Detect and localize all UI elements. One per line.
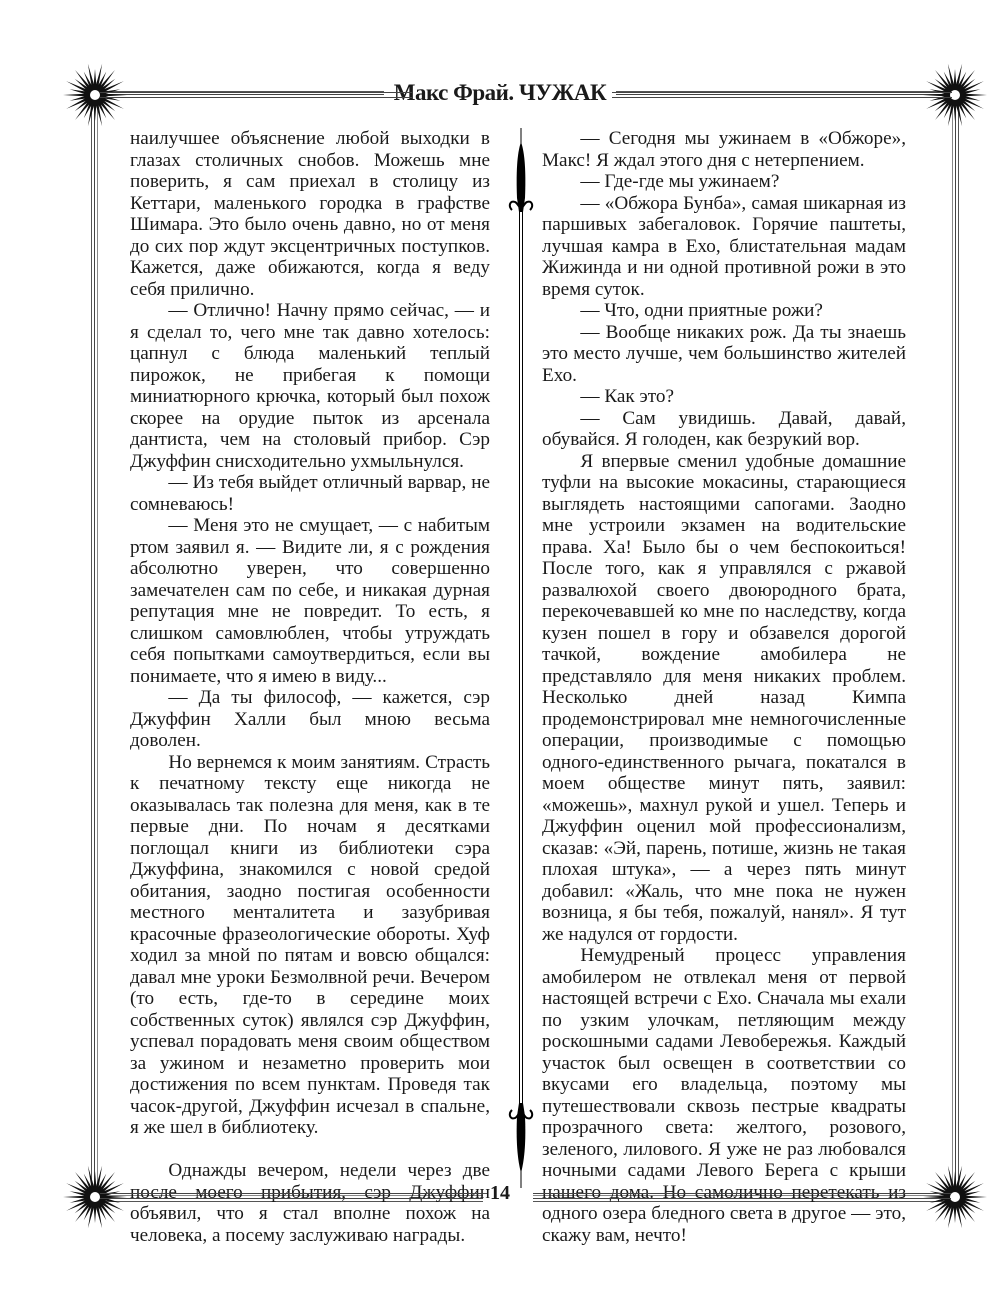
quill-divider-icon [506, 128, 536, 1188]
paragraph: — Сам увидишь. Давай, давай, обувайся. Я голоден, как безрукий вор. [542, 407, 906, 450]
rule-line [533, 1193, 951, 1199]
paragraph: Однажды вечером, недели через две после моего прибытия, сэр Джуффин объявил, что я стал вполне похож на человека, а посему заслуживаю награды. [130, 1160, 490, 1246]
paragraph: Немудреный процесс управления амобилером не отвлекал меня от первой настоящей встречи с Ехо. Сначала мы ехали по узким улочкам, петляющим между роскошными садами Левобережья. Каждый участок был освещен в соответствии со вкусами его владельца, поэтому мы путешествовали сквозь пестрые квадраты прозрачного света: желтого, розового, зеленого, лилового. Я уже не раз любовался ночными садами Левого Берега с крыши нашего дома. Но самолично перетекать из одного озера бледного света в другое — это, скажу вам, нечто! [542, 945, 906, 1246]
paragraph: — Меня это не смущает, — с набитым ртом заявил я. — Видите ли, я с рождения абсолютно уверен, что совершенно замечателен сам по себе, и никакая дурная репутация мне не повредит. То есть, я слишком самовлюблен, чтобы утруждать себя попытками самоутвердиться, если вы понимаете, что я имею в виду... [130, 515, 490, 687]
paragraph: — Что, одни приятные рожи? [580, 300, 823, 321]
paragraph: наилучшее объяснение любой выходки в глазах столичных снобов. Можешь мне поверить, я сам приехал в столицу из Кеттари, маленького городка в графстве Шимара. Это было очень давно, но от меня до сих пор ждут эксцентричных поступков. Кажется, даже обижаются, когда я веду себя прилично. [130, 128, 490, 300]
paragraph: — Сегодня мы ужинаем в «Обжоре», Макс! Я ждал этого дня с нетерпением. [542, 128, 906, 171]
right-column [542, 128, 906, 1246]
paragraph: Я впервые сменил удобные домашние туфли на высокие мокасины, старающиеся выглядеть настоящими сапогами. Заодно мне устроили экзамен на водительские права. Ха! Было бы о чем беспокоиться! После того, как я управлялся с ржавой развалюхой своего двоюродного брата, перекочевавшей ко мне по наследству, когда кузен пошел в гору и обзавелся дорогой тачкой, вождение амобилера не представляло для меня никаких проблем. Несколько дней назад Кимпа продемонстрировал мне немногочисленные операции, производимые с помощью одного-единственного рычага, покатался в моем обществе минут пять, заявил: «можешь», махнул рукой и ушел. Теперь и Джуффин оценил мой профессионализм, сказав: «Эй, парень, потише, жизнь не такая плохая штука», — а через пять минут добавил: «Жаль, что мне пока не нужен возница, я бы тебя, пожалуй, нанял». Я тут же надулся от гордости. [542, 450, 906, 945]
page-number: 14 [490, 1182, 510, 1204]
paragraph: — Как это? [580, 386, 675, 407]
paragraph: — Да ты философ, — кажется, сэр Джуффин Халли был мною весьма доволен. [130, 687, 490, 751]
left-column [130, 128, 490, 1246]
paragraph: — «Обжора Бунба», самая шикарная из паршивых забегаловок. Горячие паштеты, лучшая камра в Ехо, блистательная мадам Жижинда и ни одной противной рожи в это время суток. [542, 192, 906, 300]
paragraph: Но вернемся к моим занятиям. Страсть к печатному тексту еще никогда не оказывалась так полезна для меня, как в те первые дни. По ночам я десятками поглощал книги из библиотеки сэра Джуффина, знакомился с новой средой обитания, заодно постигая особенности местного менталитета и зазубривая красочные фразеологические обороты. Хуф ходил за мной по пятам и вовсю общался: давал мне уроки Безмолвной речи. Вечером (то есть, где-то в середине моих собственных суток) являлся сэр Джуффин, успевал порадовать меня своим обществом за ужином и незаметно проверить мои достижения по всем пунктам. Проведя так часок-другой, Джуффин исчезал в спальне, я же шел в библиотеку. [130, 751, 490, 1138]
running-title: Макс Фрай. ЧУЖАК [384, 80, 616, 105]
rule-line [612, 92, 952, 98]
rule-line [100, 1193, 483, 1199]
paragraph: — Где-где мы ужинаем? [580, 171, 780, 192]
paragraph: — Отлично! Начну прямо сейчас, — и я сделал то, чего мне так давно хотелось: цапнул с блюда маленький теплый пирожок, не прибегая к помощи миниатюрного крючка, который был похож скорее на орудие пыток из арсенала дантиста, чем на столовый прибор. Сэр Джуффин снисходительно ухмыльнулся. [130, 300, 490, 472]
paragraph: — Из тебя выйдет отличный варвар, не сомневаюсь! [130, 472, 490, 515]
rule-line [100, 92, 412, 98]
paragraph: — Вообще никаких рож. Да ты знаешь это место лучше, чем большинство жителей Ехо. [542, 321, 906, 386]
